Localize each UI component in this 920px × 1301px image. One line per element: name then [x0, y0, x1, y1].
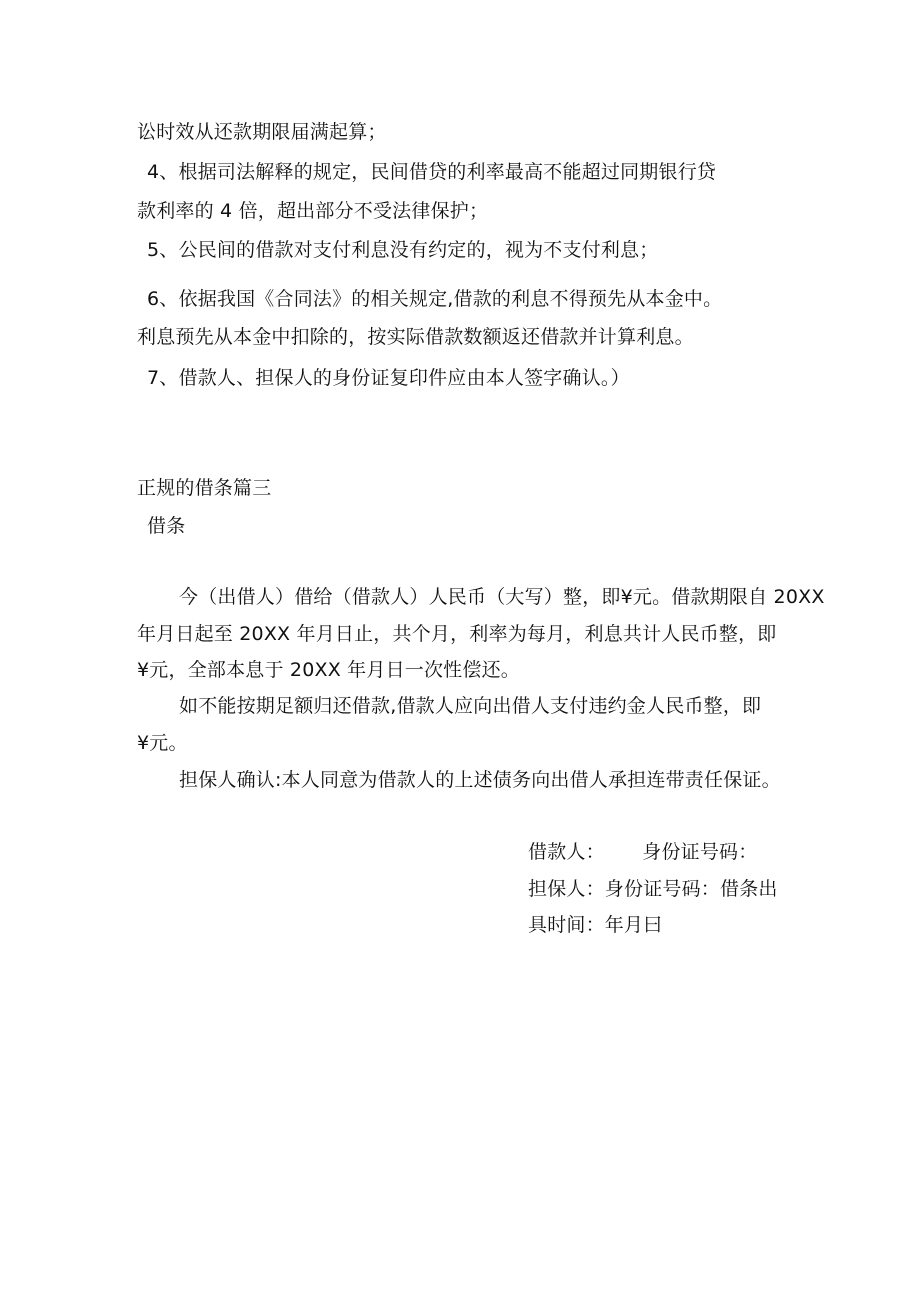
body-paragraph-2-line-1: 如不能按期足额归还借款,借款人应向出借人支付违约金人民币整，即 — [179, 695, 762, 717]
body-paragraph-2-line-2: ¥元。 — [137, 732, 188, 754]
continuation-line-1: 讼时效从还款期限届满起算； — [137, 121, 387, 143]
note-item-6: 6、依据我国《合同法》的相关规定,借款的利息不得预先从本金中。 — [147, 288, 723, 310]
body-paragraph-1-line-1: 今（出借人）借给（借款人）人民币（大写）整，即¥元。借款期限自 20XX — [179, 586, 825, 608]
note-item-6-continued: 利息预先从本金中扣除的，按实际借款数额返还借款并计算利息。 — [137, 326, 694, 348]
note-item-7: 7、借款人、担保人的身份证复印件应由本人签字确认。） — [147, 367, 630, 389]
issue-date: 具时间：年月曰 — [528, 914, 663, 936]
signature-borrower: 借款人： 身份证号码： — [528, 841, 758, 863]
note-item-4: 4、根据司法解释的规定，民间借贷的利率最高不能超过同期银行贷 — [147, 161, 717, 183]
signature-guarantor: 担保人：身份证号码：借条出 — [528, 878, 778, 900]
body-paragraph-1-line-3: ¥元，全部本息于 20XX 年月日一次性偿还。 — [137, 659, 520, 681]
note-item-4-continued: 款利率的 4 倍，超出部分不受法律保护； — [137, 200, 489, 222]
note-item-5: 5、公民间的借款对支付利息没有约定的，视为不支付利息； — [147, 239, 659, 261]
guarantor-confirmation: 担保人确认:本人同意为借款人的上述债务向出借人承担连带责任保证。 — [179, 769, 781, 791]
section-heading: 正规的借条篇三 — [137, 477, 272, 499]
body-paragraph-1-line-2: 年月日起至 20XX 年月日止，共个月，利率为每月，利息共计人民币整，即 — [137, 623, 777, 645]
document-title: 借条 — [147, 515, 186, 537]
